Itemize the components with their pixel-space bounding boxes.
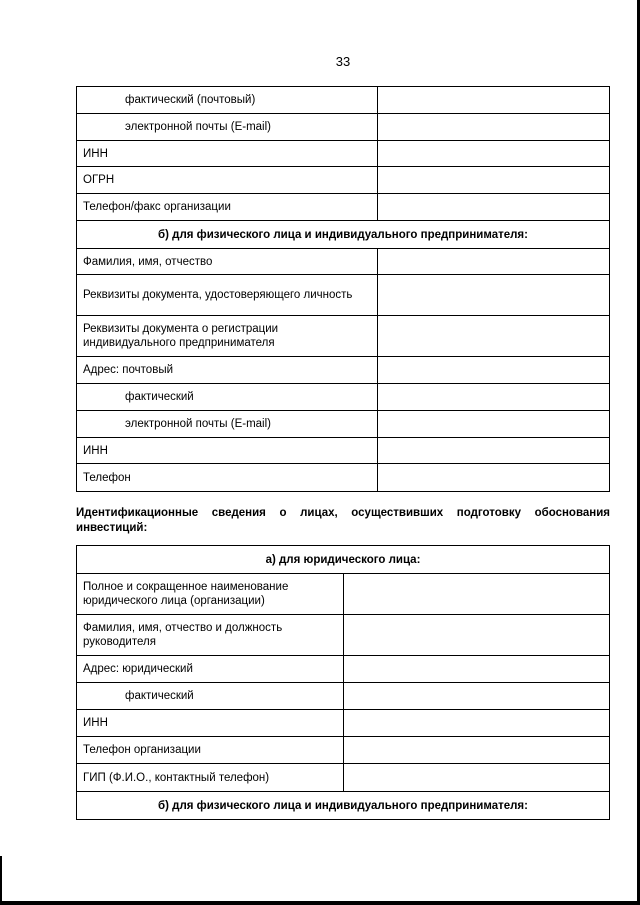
row-label-inn: ИНН <box>77 141 378 167</box>
page-number: 33 <box>335 54 351 69</box>
row-label-inn-individual: ИНН <box>77 438 378 464</box>
section-header-legal-entity: а) для юридического лица: <box>77 546 610 574</box>
row-label-phone: Телефон <box>77 464 378 492</box>
value-cell[interactable] <box>378 438 610 464</box>
value-cell[interactable] <box>378 275 610 316</box>
row-label-org-phone-fax: Телефон/факс организации <box>77 194 378 221</box>
row-label-head-name-position: Фамилия, имя, отчество и должность руководителя <box>77 615 344 656</box>
value-cell[interactable] <box>343 683 610 710</box>
preparers-table <box>76 545 610 820</box>
row-label-inn-legal: ИНН <box>77 710 344 737</box>
value-cell[interactable] <box>343 737 610 764</box>
value-cell[interactable] <box>343 615 610 656</box>
row-label-actual-address: фактический <box>77 384 378 411</box>
row-label-actual-address-legal: фактический <box>77 683 344 710</box>
row-label-postal-address: Адрес: почтовый <box>77 357 378 384</box>
value-cell[interactable] <box>378 249 610 275</box>
value-cell[interactable] <box>378 194 610 221</box>
row-label-email-individual: электронной почты (E-mail) <box>77 411 378 438</box>
row-label-ogrn: ОГРН <box>77 167 378 194</box>
value-cell[interactable] <box>378 464 610 492</box>
section-header-individual: б) для физического лица и индивидуального предпринимателя: <box>77 221 610 249</box>
section-header-individual-2: б) для физического лица и индивидуального предпринимателя: <box>77 792 610 820</box>
row-label-identity-document: Реквизиты документа, удостоверяющего личность <box>77 275 378 316</box>
scan-edge-bottom <box>0 901 640 905</box>
row-label-legal-entity-name: Полное и сокращенное наименование юридического лица (организации) <box>77 574 344 615</box>
contact-details-table <box>76 86 610 492</box>
value-cell[interactable] <box>343 656 610 683</box>
row-label-org-phone: Телефон организации <box>77 737 344 764</box>
row-label-chief-engineer: ГИП (Ф.И.О., контактный телефон) <box>77 764 344 792</box>
scan-edge-left-mark <box>0 856 2 901</box>
value-cell[interactable] <box>343 710 610 737</box>
value-cell[interactable] <box>378 411 610 438</box>
value-cell[interactable] <box>378 384 610 411</box>
row-label-entrepreneur-registration: Реквизиты документа о регистрации индивидуального предпринимателя <box>77 316 378 357</box>
value-cell[interactable] <box>378 87 610 114</box>
value-cell[interactable] <box>378 316 610 357</box>
value-cell[interactable] <box>378 357 610 384</box>
value-cell[interactable] <box>343 574 610 615</box>
value-cell[interactable] <box>378 141 610 167</box>
row-label-legal-address: Адрес: юридический <box>77 656 344 683</box>
value-cell[interactable] <box>378 167 610 194</box>
row-label-email: электронной почты (E-mail) <box>77 114 378 141</box>
row-label-full-name: Фамилия, имя, отчество <box>77 249 378 275</box>
row-label-actual-postal-address: фактический (почтовый) <box>77 87 378 114</box>
value-cell[interactable] <box>378 114 610 141</box>
value-cell[interactable] <box>343 764 610 792</box>
section-heading-investment-preparers: Идентификационные сведения о лицах, осуществивших подготовку обоснования инвестиций: <box>76 507 610 534</box>
